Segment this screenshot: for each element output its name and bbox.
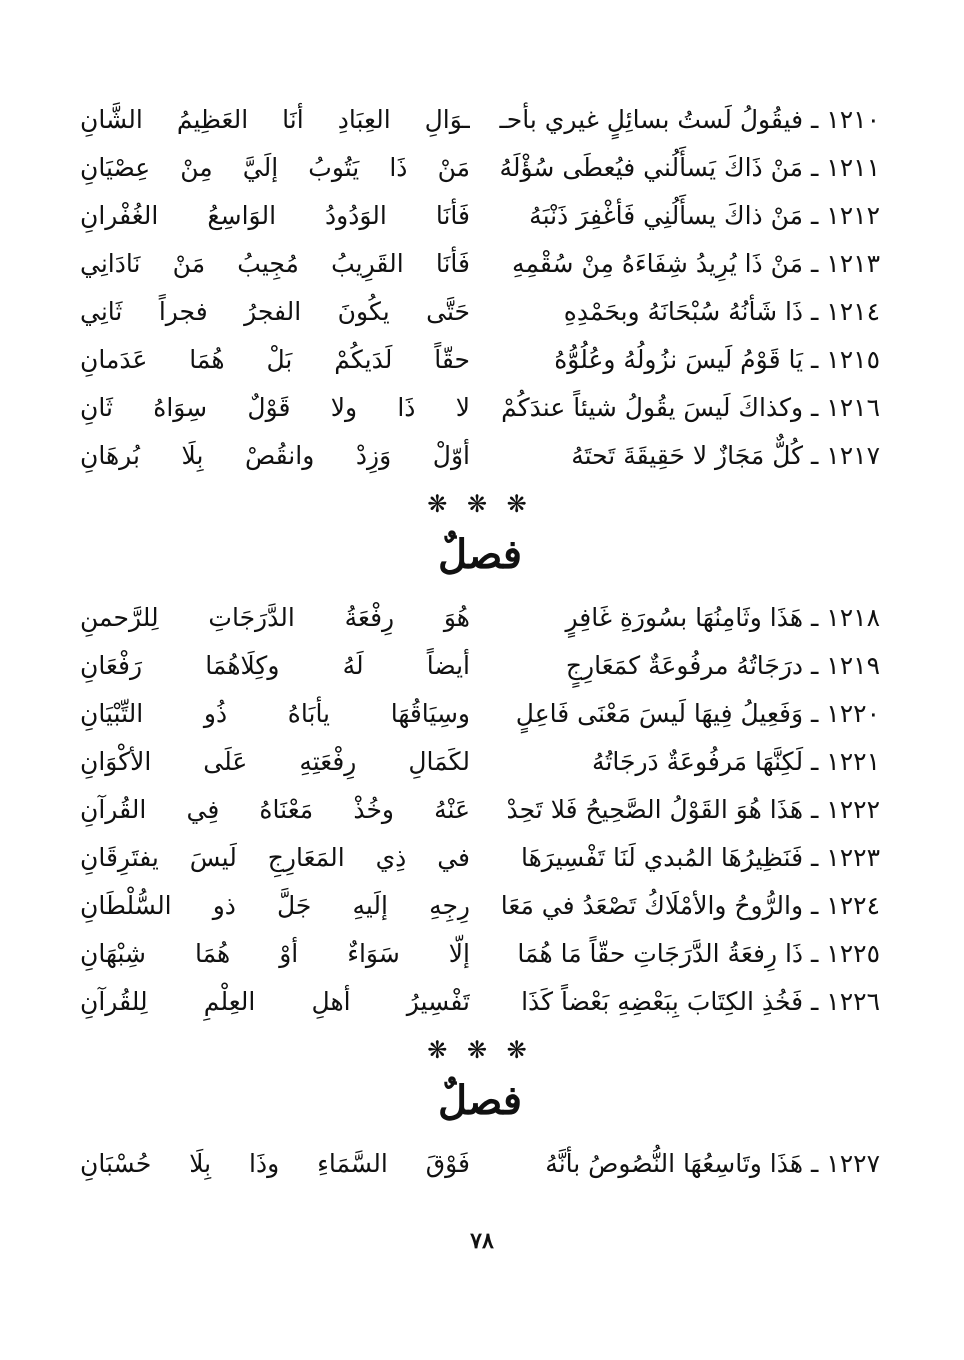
first-hemistich: ١٢١١ ـ مَنْ ذَاكَ يَسأَلُني فيُعطَى سُؤْلَهُ: [499, 153, 880, 182]
verse-1225: [80, 930, 880, 978]
first-hemistich: ١٢١٠ ـ فيقُولُ لَستُ بسائِلٍ غيري بأحـ: [499, 105, 880, 134]
first-hemistich: ١٢٢٠ ـ وَفَعِيلُ فِيهَا لَيسَ مَعْنَى فَاعِلٍ: [515, 699, 880, 728]
second-hemistich: وسِيَاقُهَا يأبَاهُ ذُو التِّبْيَانِ: [80, 699, 470, 728]
verse-1212: [80, 192, 880, 240]
second-hemistich: أيضاً لَهُ وكِلَاهُمَا رَفْعَانِ: [80, 651, 470, 680]
verse-group-1: [80, 96, 880, 480]
verse-1216: [80, 384, 880, 432]
verse-1215: [80, 336, 880, 384]
verse-1224: [80, 882, 880, 930]
second-hemistich: حَتَّى يكُونَ الفجرُ فجراً ثَانِي: [80, 297, 470, 326]
second-hemistich: ـوَالِ العِبَادِ أنَا العَظِيمُ الشَّانِ: [80, 105, 470, 134]
second-hemistich: لا ذَا ولا قَوْلٌ سِوَاهُ ثَانِ: [80, 393, 470, 422]
section-heading: فصلٌ: [437, 1077, 523, 1124]
verse-1213: [80, 240, 880, 288]
second-hemistich: تَفْسِيرُ أهلِ العِلْمِ لِلقُرآنِ: [80, 987, 470, 1016]
first-hemistich: ١٢١٥ ـ يَا قَوْمُ لَيسَ نزُولُهُ وعُلُوُّهُ: [554, 345, 880, 374]
verse-1218: [80, 594, 880, 642]
first-hemistich: ١٢١٦ ـ وكذاكَ لَيسَ يقُولُ شيئاً عندَكُمْ: [501, 393, 880, 422]
page-number: ٧٨: [470, 1228, 494, 1254]
verse-group-2: [80, 594, 880, 1026]
first-hemistich: ١٢١٨ ـ هَذَا وثَامِنُهَا بسُورَةِ غَافِرٍ: [565, 603, 880, 632]
verse-1217: [80, 432, 880, 480]
verse-1219: [80, 642, 880, 690]
verse-1220: [80, 690, 880, 738]
first-hemistich: ١٢١٣ ـ مَنْ ذَا يُرِيدُ شِفَاءَهُ مِنْ سُقْمِهِ: [512, 249, 880, 278]
poem-page: [80, 96, 880, 1188]
verse-1227: [80, 1140, 880, 1188]
first-hemistich: ١٢٢٧ ـ هَذَا وتَاسِعُهَا النُّصُوصُ بأنَّهُ: [545, 1149, 880, 1178]
first-hemistich: ١٢٢٣ ـ فَنَظِيرُهَا المُبدي لَنَا تَفْسِيرَهَا: [521, 843, 880, 872]
first-hemistich: ١٢٢٥ ـ ذَا رِفعَةُ الدَّرَجَاتِ حقّاً مَا هُمَا: [517, 939, 880, 968]
first-hemistich: ١٢٢٤ ـ والرُّوحُ والأمْلَاكُ تَصْعَدُ في مَعَا: [500, 891, 880, 920]
second-hemistich: مَنْ ذَا يَتُوبُ إلَيَّ مِنْ عِصْيَانِ: [80, 153, 470, 182]
first-hemistich: ١٢٢١ ـ لَكِنَّهَا مَرفُوعَةٌ دَرجَاتُهُ: [592, 747, 880, 776]
verse-group-3: [80, 1140, 880, 1188]
first-hemistich: ١٢١٧ ـ كُلٌّ مَجَازٌ لا حَقِيقَةَ تَحتَهُ: [571, 441, 880, 470]
second-hemistich: فَوْقَ السَّمَاءِ وذَا بِلَا حُسْبَانِ: [80, 1149, 470, 1178]
section-separator: ❋ ❋ ❋: [427, 1036, 533, 1064]
second-hemistich: في ذِي المَعَارِجِ لَيسَ يفتَرِقَانِ: [80, 843, 470, 872]
first-hemistich: ١٢٢٦ ـ فَخُذِ الكِتَابَ بِبَعْضِهِ بَعْضاً كَذَا: [521, 987, 880, 1016]
first-hemistich: ١٢١٩ ـ درَجَاتُهُ مرفُوعَةٌ كمَعَارِجٍ: [565, 651, 880, 680]
second-hemistich: عَنْهُ وخُذْ مَعْنَاهُ فِي القُرآنِ: [80, 795, 470, 824]
second-hemistich: حقّاً لَدَيكُمْ بَلْ هُمَا عَدَمانِ: [80, 345, 470, 374]
verse-1210: [80, 96, 880, 144]
verse-1214: [80, 288, 880, 336]
first-hemistich: ١٢١٤ ـ ذَا شَأنُهُ سُبْحَانَهُ وبحَمْدِهِ: [563, 297, 880, 326]
second-hemistich: لكَمَالِ رِفْعَتِهِ عَلَى الأكْوَانِ: [80, 747, 470, 776]
second-hemistich: رِجِهِ إلَيهِ جَلَّ ذو السُّلْطَانِ: [80, 891, 470, 920]
second-hemistich: أوّلْ وَزِدْ وانقُصْ بِلَا بُرهَانِ: [80, 441, 470, 470]
first-hemistich: ١٢١٢ ـ مَنْ ذاكَ يسأَلُنِي فَأغْفِرَ ذَنْبَهُ: [529, 201, 880, 230]
verse-1222: [80, 786, 880, 834]
verse-1226: [80, 978, 880, 1026]
second-hemistich: إلّا سَوَاءٌ أوْ هُمَا شِبْهَانِ: [80, 939, 470, 968]
verse-1211: [80, 144, 880, 192]
second-hemistich: فَأنَا الوَدُودُ الوَاسِعُ الغُفْرانِ: [80, 201, 470, 230]
second-hemistich: هُوَ رِفْعَةُ الدَّرَجَاتِ لِلرَّحمنِ: [80, 603, 470, 632]
second-hemistich: فَأنَا القَرِيبُ مُجِيبُ مَنْ نَادَانِي: [80, 249, 470, 278]
first-hemistich: ١٢٢٢ ـ هَذَا هُوَ القَوْلُ الصَّحِيحُ فَلا تَحِدْ: [506, 795, 880, 824]
verse-1223: [80, 834, 880, 882]
section-heading: فصلٌ: [437, 531, 523, 578]
verse-1221: [80, 738, 880, 786]
section-separator: ❋ ❋ ❋: [427, 490, 533, 518]
